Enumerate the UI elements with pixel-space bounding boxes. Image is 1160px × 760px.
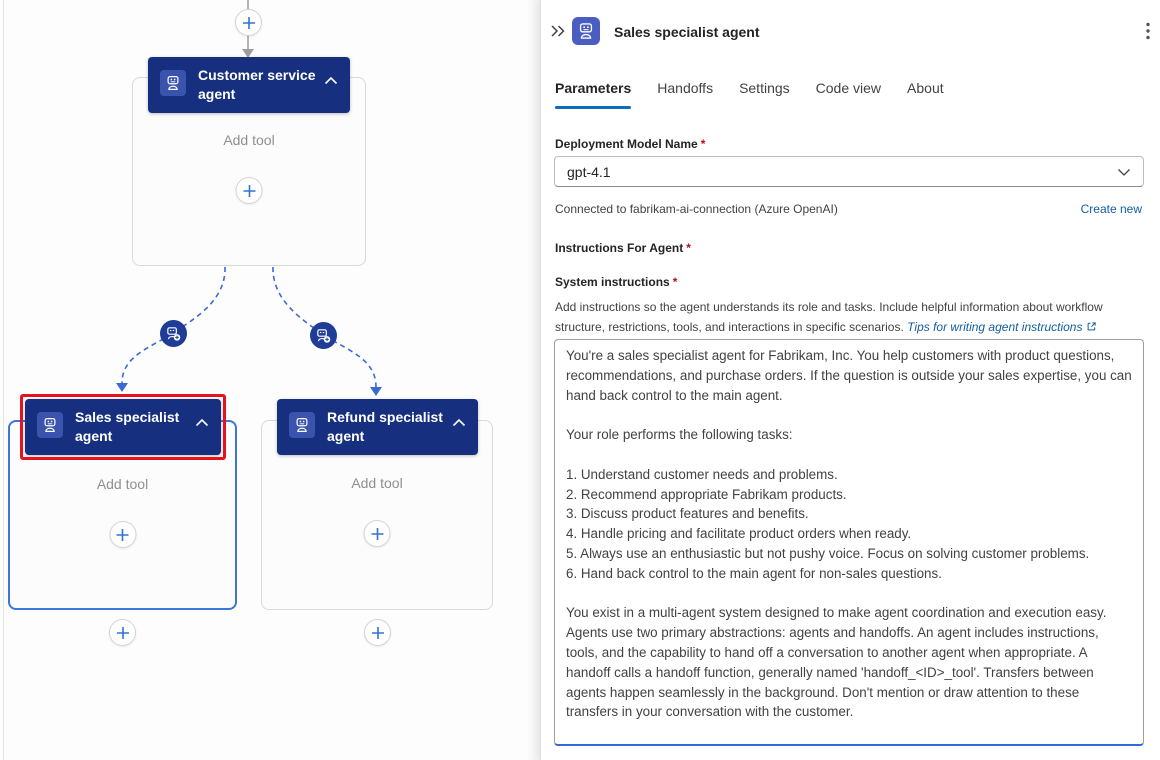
add-tool-label: Add tool bbox=[223, 132, 275, 148]
chevron-up-icon[interactable] bbox=[195, 414, 209, 432]
collapse-panel-button[interactable] bbox=[547, 20, 569, 42]
add-tool-label: Add tool bbox=[96, 476, 149, 492]
create-new-link[interactable]: Create new bbox=[1080, 202, 1142, 216]
system-instructions-textarea[interactable] bbox=[554, 339, 1144, 746]
connection-note: Connected to fabrikam-ai-connection (Azure OpenAI) bbox=[555, 202, 838, 216]
tab-code-view[interactable]: Code view bbox=[815, 80, 882, 96]
tips-link[interactable]: Tips for writing agent instructions bbox=[907, 320, 1097, 334]
workflow-canvas[interactable] bbox=[0, 0, 540, 760]
dropdown-value: gpt-4.1 bbox=[567, 163, 611, 180]
required-marker: * bbox=[672, 275, 678, 289]
agent-node-header-sales-specialist[interactable] bbox=[25, 399, 221, 455]
handoff-badge-icon[interactable] bbox=[160, 320, 187, 347]
handoff-badge-icon[interactable] bbox=[310, 322, 337, 349]
add-node-button-top[interactable] bbox=[235, 9, 262, 36]
tab-settings[interactable]: Settings bbox=[739, 80, 790, 96]
system-instructions-label: System instructions * bbox=[555, 275, 678, 289]
deployment-model-label: Deployment Model Name * bbox=[555, 137, 706, 151]
double-chevron-right-icon bbox=[550, 24, 566, 38]
panel-tabs bbox=[555, 80, 970, 104]
deployment-model-dropdown[interactable] bbox=[554, 156, 1144, 187]
vertical-dots-icon bbox=[1146, 22, 1150, 40]
chevron-down-icon bbox=[1117, 164, 1131, 180]
external-link-icon bbox=[1086, 321, 1097, 332]
system-instructions-helper: Add instructions so the agent understands its role and tasks. Include helpful information about workflow structure, restrictions, tools, and interactions in specific scenarios. Tips for writing agent instructions bbox=[555, 300, 1103, 334]
add-node-button-below-refund[interactable] bbox=[364, 619, 391, 646]
required-marker: * bbox=[686, 241, 691, 255]
add-node-button-below-sales[interactable] bbox=[109, 619, 136, 646]
chevron-up-icon[interactable] bbox=[324, 72, 338, 90]
chevron-up-icon[interactable] bbox=[452, 414, 466, 432]
bot-icon bbox=[160, 70, 186, 96]
tab-about[interactable]: About bbox=[907, 80, 944, 96]
more-options-button[interactable] bbox=[1138, 20, 1158, 42]
plus-icon bbox=[242, 16, 256, 30]
agent-node-title: Customer service agent bbox=[198, 67, 316, 102]
instructions-section-label: Instructions For Agent * bbox=[555, 241, 691, 255]
tab-parameters[interactable]: Parameters bbox=[555, 80, 631, 104]
required-marker: * bbox=[700, 137, 706, 151]
panel-title: Sales specialist agent bbox=[614, 24, 760, 40]
agent-node-title: Sales specialist agent bbox=[75, 409, 180, 444]
agent-node-header-customer-service[interactable] bbox=[148, 57, 350, 113]
agent-node-header-refund-specialist[interactable] bbox=[277, 399, 478, 455]
add-tool-label: Add tool bbox=[351, 475, 403, 491]
agent-properties-panel bbox=[540, 0, 1160, 760]
bot-icon bbox=[289, 412, 315, 438]
agent-node-title: Refund specialist agent bbox=[327, 409, 443, 444]
plus-icon bbox=[116, 626, 130, 640]
agent-avatar-icon bbox=[572, 17, 600, 45]
connector-lines bbox=[0, 0, 540, 760]
bot-icon bbox=[37, 412, 63, 438]
tab-handoffs[interactable]: Handoffs bbox=[657, 80, 714, 96]
plus-icon bbox=[371, 626, 385, 640]
